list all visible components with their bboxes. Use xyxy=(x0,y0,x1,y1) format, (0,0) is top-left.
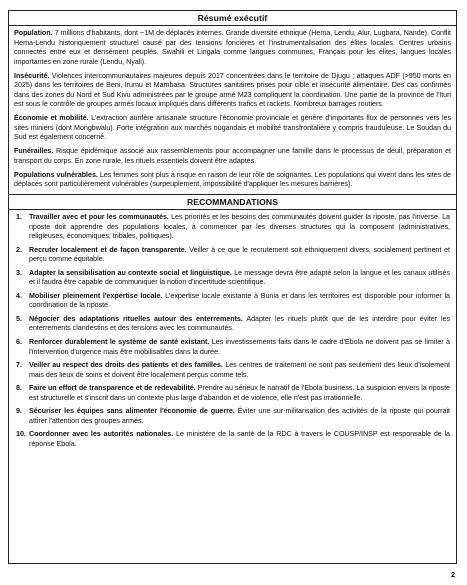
recommendation-heading: Adapter la sensibilisation au contexte social et linguistique. xyxy=(29,268,232,277)
paragraph-heading: Population. xyxy=(14,29,53,37)
summary-paragraph-economie xyxy=(14,114,451,143)
recommendation-body xyxy=(29,430,450,449)
summary-paragraph-funerailles xyxy=(14,147,451,166)
recommendation-body xyxy=(29,315,450,334)
recommendation-item xyxy=(14,338,450,357)
recommendation-text: Éviter une sur-militarisation des activités de la riposte qui pourrait attirer l'attention des groupes armés. xyxy=(29,407,450,425)
recommendation-item xyxy=(14,246,450,265)
recommendation-text: Les centres de traitement ne sont pas seulement des lieux d'isolement mais des lieux de soins et doivent être localement perçus comme tels. xyxy=(29,361,450,379)
recommendation-number: 1. xyxy=(16,213,22,222)
recommendation-body xyxy=(29,213,450,241)
recommendation-text: L'expertise locale existante à Bunia et dans les territoires est disponible pour informer la coordination de la riposte. xyxy=(29,291,450,310)
paragraph-text: L'extraction aurifère artisanale structure l'économie provinciale et génère d'importants flux de personnes vers les sites miniers (dont Mongbwalu). Forte intégration aux marchés ougandais et mobilité transfrontalière y compris frauduleuse. Le Soudan du Sud est également concerné. xyxy=(14,114,451,142)
recommendation-heading: Coordonner avec les autorités nationales. xyxy=(29,430,174,439)
summary-paragraph-populations-vulnerables xyxy=(14,171,451,190)
recommendations-title: RECOMMANDATIONS xyxy=(9,194,456,210)
page-number: 2 xyxy=(450,570,455,579)
recommendation-body xyxy=(29,338,450,357)
recommendation-number: 8. xyxy=(16,384,22,393)
summary-paragraph-insecurite xyxy=(14,72,451,110)
recommendation-body xyxy=(29,407,450,426)
recommendation-text: Les priorités et les besoins des communautés doivent guider la riposte, pas l'inverse. La riposte doit apprendre des populations locales, à commencer par les diverses structures qui la composent (administratives, religieuses, économiques, tribales, politiques). xyxy=(29,213,450,241)
recommendation-heading: Travailler avec et pour les communautés. xyxy=(29,213,169,222)
paragraph-text: Les femmes sont plus à risque en raison de leur rôle de soignantes. Les populations qui vivent dans les sites de déplacés sont particulièrement vulnérables (surpeuplement, impossibilité d'appliquer les mesures barrières). xyxy=(14,170,452,189)
recommendation-heading: Renforcer durablement le système de santé existant. xyxy=(29,338,210,347)
recommendation-item xyxy=(14,430,450,449)
document-frame xyxy=(8,10,457,564)
recommendation-body xyxy=(29,361,450,380)
recommendation-item xyxy=(14,407,450,426)
recommendation-item xyxy=(14,269,450,288)
recommendation-text: Le ministère de la santé de la RDC à travers le COUSP/INSP est responsable de la réponse Ebola. xyxy=(29,430,450,448)
recommendation-text: Le message devra être adapté selon la langue et les canaux utilisés et il faudra être capable de communiquer la notion d'incertitude scientifique. xyxy=(29,268,450,287)
recommendation-heading: Négocier des adaptations rituelles autour des enterrements. xyxy=(29,314,243,323)
recommendation-heading: Sécuriser les équipes sans alimenter l'économie de guerre. xyxy=(29,407,235,416)
summary-paragraph-population xyxy=(14,29,451,67)
recommendation-number: 5. xyxy=(16,314,22,323)
recommendation-body xyxy=(29,384,450,403)
recommendations-list xyxy=(9,210,456,449)
recommendation-number: 9. xyxy=(16,407,22,416)
paragraph-text: 7 millions d'habitants, dont ~1M de déplacés internes. Grande diversité ethnique (Hema, Lendu, Alur, Lugbara, Nande). Conflit Hema-Lendu historiquement structurel causé par des tensions foncières et l'instrumentalisation des élites locales. Centres urbains connectés entre eux et densément peuplés. Swahili et Lingala comme langues communes, Français pour les élites, langues locales importantes en zone rurale (Lendu, Nyali). xyxy=(14,29,451,66)
recommendation-item xyxy=(14,315,450,334)
paragraph-heading: Populations vulnérables. xyxy=(14,170,98,179)
recommendation-heading: Recruter localement et de façon transparente. xyxy=(29,245,187,254)
recommendation-number: 4. xyxy=(16,291,22,300)
recommendation-number: 2. xyxy=(16,245,22,254)
recommendation-item xyxy=(14,361,450,380)
paragraph-heading: Économie et mobilité. xyxy=(14,114,89,123)
recommendation-text: Prendre au sérieux le narratif de l'Ebola business. La suspicion envers la riposte est structurelle et s'inscrit dans un contexte plus large d'abandon et de violence, elle n'est pas irrationnelle. xyxy=(29,384,450,402)
recommendation-heading: Veiller au respect des droits des patients et des familles. xyxy=(29,361,223,370)
summary-title: Résumé exécutif xyxy=(9,11,456,26)
summary-section xyxy=(9,26,456,190)
recommendation-text: Les investissements faits dans le cadre d'Ebola ne doivent pas se limiter à l'intervention d'urgence mais être mobilisables dans la durée. xyxy=(29,338,451,356)
recommendation-text: Adapter les rituels plutôt que de les interdire pour éviter les enterrements clandestins et des tensions avec les communautés. xyxy=(29,314,451,333)
recommendation-text: Veiller à ce que le recrutement soit ethniquement divers, socialement pertinent et perçu comme équitable. xyxy=(29,245,450,264)
recommendation-heading: Mobiliser pleinement l'expertise locale. xyxy=(29,291,163,300)
recommendation-number: 3. xyxy=(16,268,22,277)
recommendation-body xyxy=(29,246,450,265)
recommendation-item xyxy=(14,384,450,403)
recommendation-body xyxy=(29,269,450,288)
recommendation-number: 6. xyxy=(16,338,22,347)
paragraph-heading: Funérailles. xyxy=(14,147,54,156)
recommendation-body xyxy=(29,292,450,311)
recommendation-heading: Faire un effort de transparence et de redevabilité. xyxy=(29,384,196,393)
paragraph-text: Violences intercommunautaires majeures depuis 2017 concentrées dans le territoire de Djugu ; attaques ADF (>950 morts en 2025) dans les territoires de Beni, Irumu et Mambasa. Structures sanitaires prises pour cible et insécurité alimentaire. Des cas confirmés dans des zones du Nord et Sud Kivu administrées par le groupe armé M23 compliquent la coordination. Une partie de la province de l'Ituri est sous le contrôle de groupes armés locaux impliqués dans différents trafics et rackets. Nombreux barrages routiers. xyxy=(14,71,451,109)
recommendation-number: 10. xyxy=(16,430,26,439)
paragraph-heading: Insécurité. xyxy=(14,71,50,80)
recommendation-item xyxy=(14,292,450,311)
paragraph-text: Risque épidémique associé aux rassemblements pour accompagner une famille dans le processus de deuil, préparation et transport du corps. En zone rurale, les rituels essentiels doivent être adaptés. xyxy=(14,147,451,165)
recommendation-item xyxy=(14,213,450,241)
recommendation-number: 7. xyxy=(16,361,22,370)
